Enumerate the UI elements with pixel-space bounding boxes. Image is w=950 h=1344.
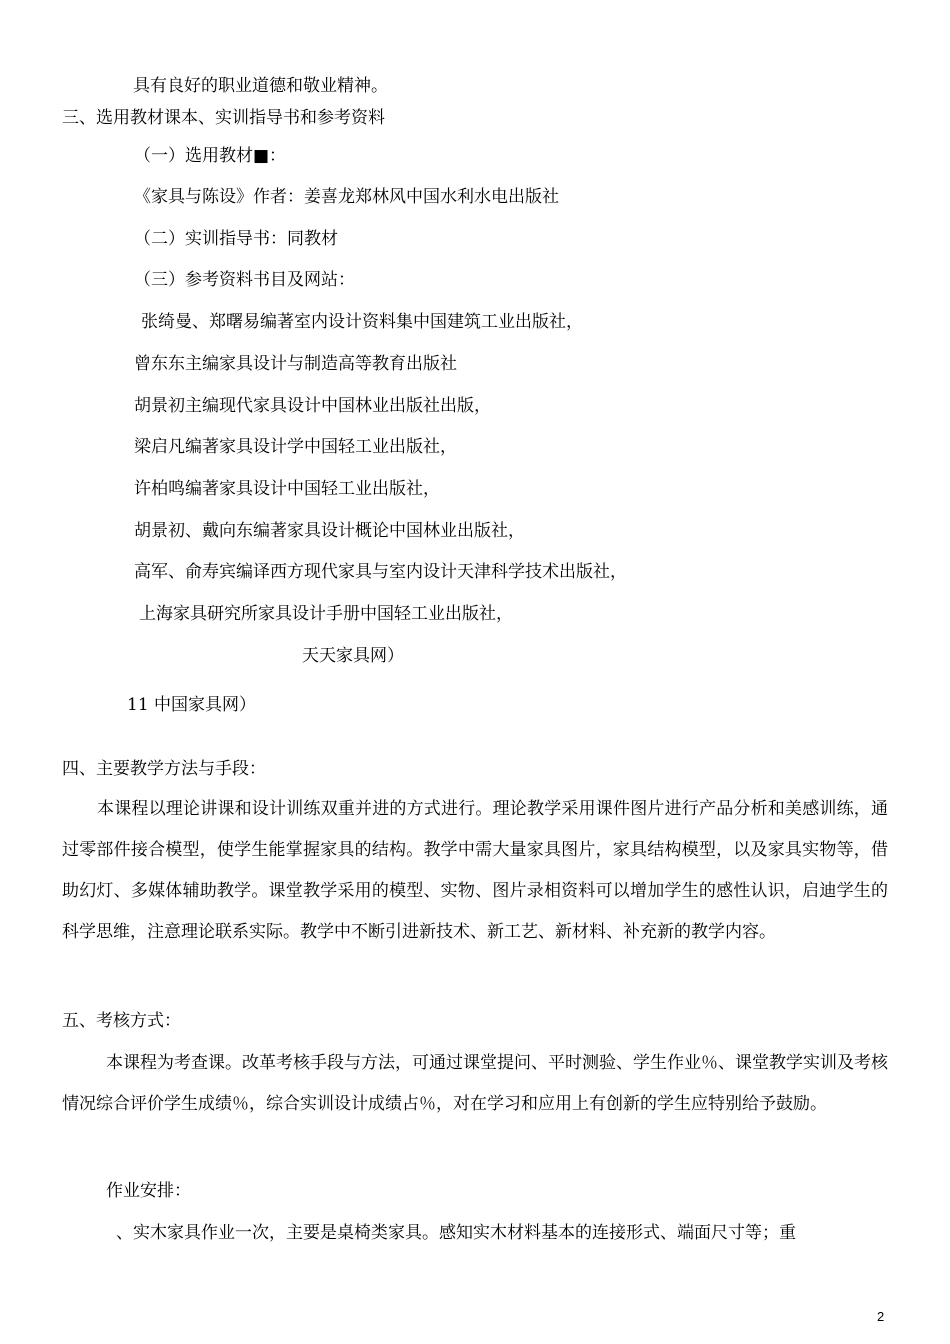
subsection-heading: （三）参考资料书目及网站： [134, 270, 355, 290]
reference-item: 曾东东主编家具设计与制造高等教育出版社 [134, 354, 457, 374]
subsection-heading: （一）选用教材■： [134, 146, 287, 166]
reference-item: 张绮曼、郑曙易编著室内设计资料集中国建筑工业出版社， [141, 312, 583, 332]
reference-item: 胡景初主编现代家具设计中国林业出版社出版， [134, 396, 491, 416]
reference-item: 高军、俞寿宾编译西方现代家具与室内设计天津科学技术出版社， [134, 562, 627, 582]
reference-item: 胡景初、戴向东编著家具设计概论中国林业出版社， [134, 521, 525, 541]
page-number: 2 [877, 1309, 885, 1324]
section-heading: 三、选用教材课本、实训指导书和参考资料 [62, 108, 385, 128]
text-line: 具有良好的职业道德和敬业精神。 [133, 76, 388, 96]
text-line: 作业安排： [106, 1181, 191, 1201]
subsection-heading: （二）实训指导书：同教材 [134, 229, 338, 249]
reference-item: 上海家具研究所家具设计手册中国轻工业出版社， [139, 604, 513, 624]
section-heading: 五、考核方式： [62, 1011, 181, 1031]
text-line: 、实木家具作业一次，主要是桌椅类家具。感知实木材料基本的连接形式、端面尺寸等；重 [116, 1223, 796, 1243]
reference-item: 许柏鸣编著家具设计中国轻工业出版社， [134, 479, 440, 499]
paragraph-assessment: 本课程为考查课。改革考核手段与方法，可通过课堂提问、平时测验、学生作业％、课堂教学实训及考核情况综合评价学生成绩％，综合实训设计成绩占％，对在学习和应用上有创新的学生应特别给予鼓励。 [62, 1053, 888, 1114]
reference-item: 11 中国家具网） [127, 695, 257, 715]
paragraph-teaching-methods: 本课程以理论讲课和设计训练双重并进的方式进行。理论教学采用课件图片进行产品分析和美感训练，通过零部件接合模型，使学生能掌握家具的结构。教学中需大量家具图片，家具结构模型，以及家具实物等，借助幻灯、多媒体辅助教学。课堂教学采用的模型、实物、图片录相资料可以增加学生的感性认识，启迪学生的科学思维，注意理论联系实际。教学中不断引进新技术、新工艺、新材料、补充新的教学内容。 [62, 799, 888, 942]
text-line: 《家具与陈设》作者：姜喜龙郑林风中国水利水电出版社 [134, 187, 559, 207]
section-heading: 四、主要教学方法与手段： [62, 759, 266, 779]
reference-item: 梁启凡编著家具设计学中国轻工业出版社， [134, 437, 457, 457]
reference-item: 天天家具网） [302, 646, 404, 666]
